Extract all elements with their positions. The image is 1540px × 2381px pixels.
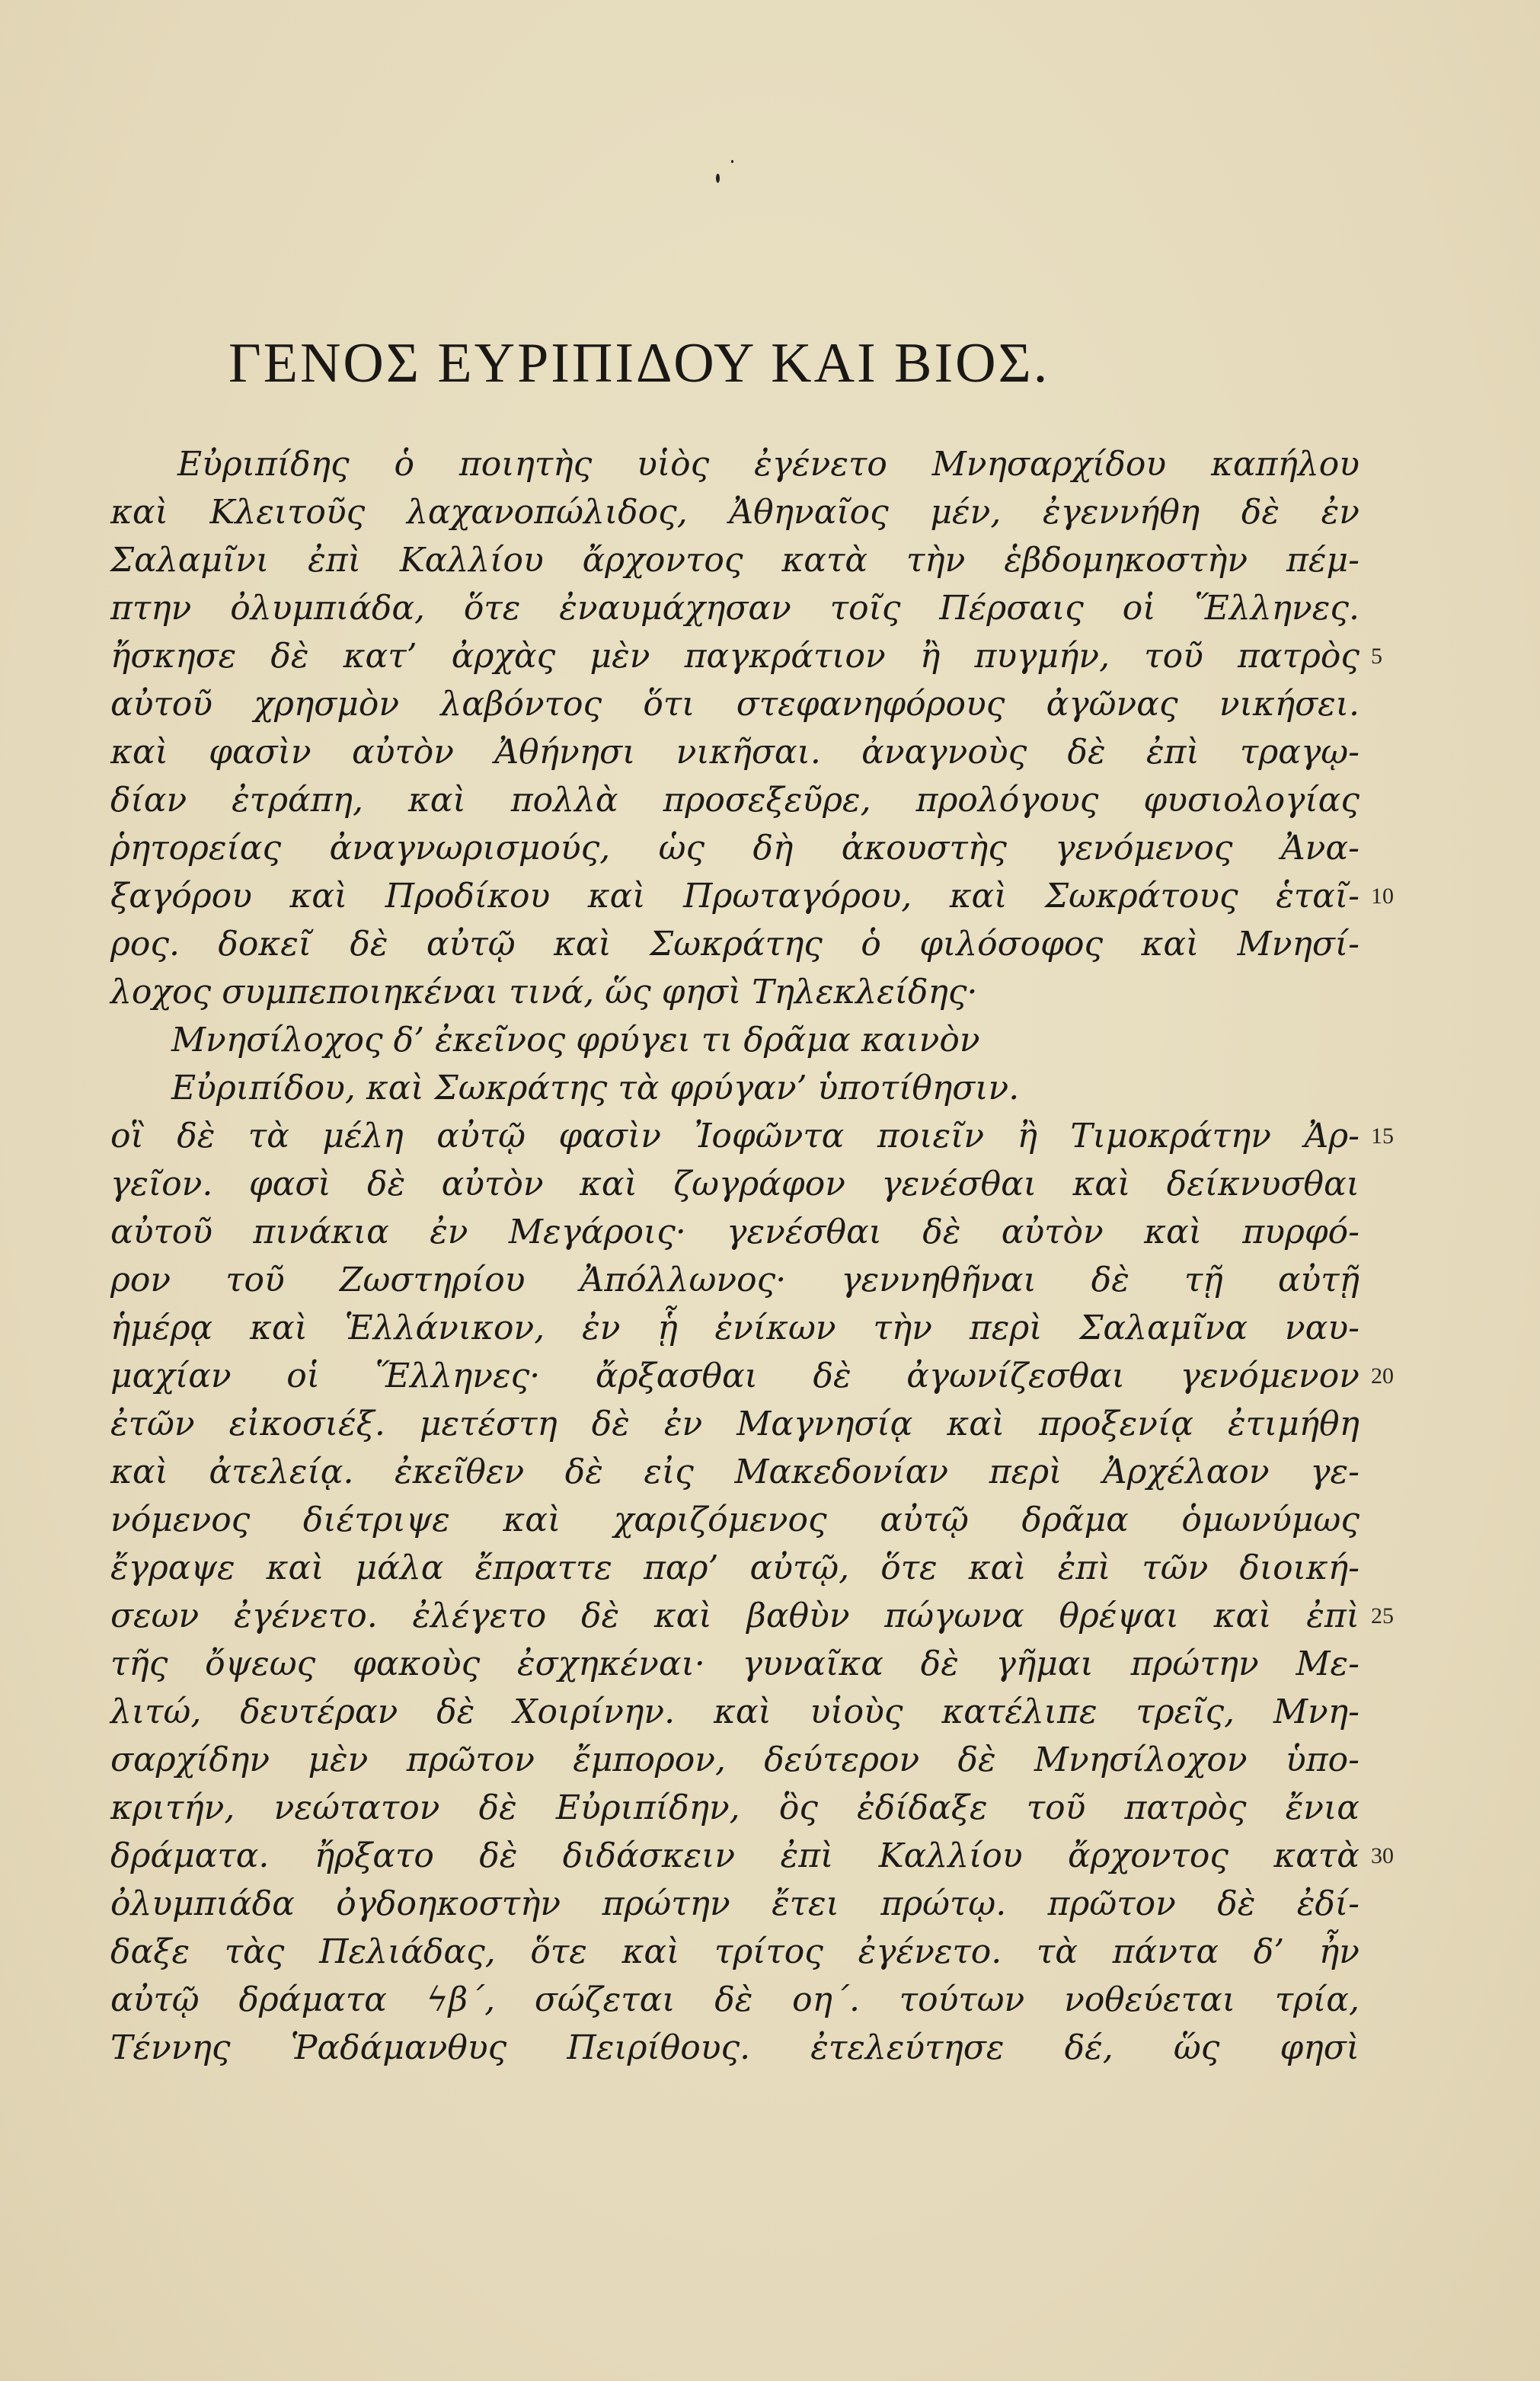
line-number: 30	[1371, 1843, 1394, 1868]
line-number: 25	[1371, 1603, 1394, 1628]
text-body	[110, 440, 1394, 2072]
line-text: ξαγόρου καὶ Προδίκου καὶ Πρωταγόρου, καὶ Σωκράτους ἑταῖ-	[110, 877, 1359, 916]
text-line	[110, 1736, 1359, 1784]
text-line	[110, 1400, 1359, 1448]
line-number: 5	[1371, 644, 1382, 669]
line-text: Μνησίλοχος δ’ ἐκεῖνος φρύγει τι δρᾶμα καινὸν	[171, 1021, 980, 1059]
line-text: ρος. δοκεῖ δὲ αὐτῷ καὶ Σωκράτης ὁ φιλόσοφος καὶ Μνησί-	[110, 925, 1359, 964]
line-text: καὶ φασὶν αὐτὸν Ἀθήνησι νικῆσαι. ἀναγνοὺς δὲ ἐπὶ τραγῳ-	[110, 733, 1359, 772]
text-line	[110, 584, 1359, 632]
line-text: αὐτοῦ πινάκια ἐν Μεγάροις· γενέσθαι δὲ αὐτὸν καὶ πυρφό-	[110, 1213, 1359, 1251]
page-title: ΓΕΝΟΣ ΕΥΡΙΠΙΔΟΥ ΚΑΙ ΒΙΟΣ.	[228, 332, 1050, 395]
line-text: πτην ὀλυμπιάδα, ὅτε ἐναυμάχησαν τοῖς Πέρσαις οἱ Ἕλληνες.	[110, 589, 1359, 628]
line-text: δίαν ἐτράπη, καὶ πολλὰ προσεξεῦρε, προλόγους φυσιολογίας	[110, 781, 1359, 820]
line-text: ἔγραψε καὶ μάλα ἔπραττε παρ’ αὐτῷ, ὅτε καὶ ἐπὶ τῶν διοική-	[110, 1548, 1359, 1587]
line-text: δαξε τὰς Πελιάδας, ὅτε καὶ τρίτος ἐγένετο. τὰ πάντα δ’ ἦν	[110, 1932, 1359, 1971]
line-text: καὶ ἀτελείᾳ. ἐκεῖθεν δὲ εἰς Μακεδονίαν περὶ Ἀρχέλαον γε-	[110, 1453, 1359, 1491]
line-text: οἳ δὲ τὰ μέλη αὐτῷ φασὶν Ἰοφῶντα ποιεῖν ἢ Τιμοκράτην Ἀρ-	[110, 1117, 1359, 1155]
line-text: Σαλαμῖνι ἐπὶ Καλλίου ἄρχοντος κατὰ τὴν ἑβδομηκοστὴν πέμ-	[110, 541, 1359, 580]
line-text: σεων ἐγένετο. ἐλέγετο δὲ καὶ βαθὺν πώγωνα θρέψαι καὶ ἐπὶ	[110, 1596, 1359, 1635]
text-line	[110, 1544, 1359, 1592]
text-line	[110, 1640, 1359, 1688]
text-line	[110, 1784, 1359, 1832]
line-text: γεῖον. φασὶ δὲ αὐτὸν καὶ ζωγράφον γενέσθαι καὶ δείκνυσθαι	[110, 1165, 1359, 1203]
line-text: Τέννης Ῥαδάμανθυς Πειρίθους. ἐτελεύτησε δέ, ὥς φησὶ	[110, 2028, 1359, 2067]
line-text: ἡμέρᾳ καὶ Ἑλλάνικον, ἐν ᾗ ἐνίκων τὴν περὶ Σαλαμῖνα ναυ-	[110, 1309, 1359, 1347]
text-line	[110, 1448, 1359, 1496]
line-text: Εὐριπίδης ὁ ποιητὴς υἱὸς ἐγένετο Μνησαρχίδου καπήλου	[177, 445, 1359, 484]
text-line	[110, 2024, 1359, 2072]
line-number: 15	[1371, 1123, 1394, 1149]
line-text: αὐτοῦ χρησμὸν λαβόντος ὅτι στεφανηφόρους ἀγῶνας νικήσει.	[110, 685, 1359, 724]
text-line	[110, 1352, 1394, 1400]
text-line	[110, 920, 1359, 968]
text-line	[110, 1208, 1359, 1256]
ink-speck	[716, 174, 720, 183]
line-text: ἤσκησε δὲ κατ’ ἀρχὰς μὲν παγκράτιον ἢ πυγμήν, τοῦ πατρὸς	[110, 637, 1359, 676]
line-text: ἐτῶν εἰκοσιέξ. μετέστη δὲ ἐν Μαγνησίᾳ καὶ προξενίᾳ ἐτιμήθη	[110, 1405, 1359, 1443]
line-text: μαχίαν οἱ Ἕλληνες· ἄρξασθαι δὲ ἀγωνίζεσθαι γενόμενον	[110, 1357, 1359, 1395]
text-line	[110, 1880, 1359, 1928]
line-text: καὶ Κλειτοῦς λαχανοπώλιδος, Ἀθηναῖος μέν, ἐγεννήθη δὲ ἐν	[110, 493, 1359, 532]
text-line	[110, 1688, 1359, 1736]
line-number: 20	[1371, 1363, 1394, 1389]
text-line	[110, 1976, 1359, 2024]
text-line	[110, 632, 1382, 680]
text-line	[110, 728, 1359, 776]
text-line	[110, 1112, 1394, 1160]
text-line	[110, 488, 1359, 536]
text-line	[110, 1064, 1359, 1112]
text-line	[110, 1304, 1359, 1352]
line-text: σαρχίδην μὲν πρῶτον ἔμπορον, δεύτερον δὲ Μνησίλοχον ὑπο-	[110, 1740, 1359, 1779]
text-line	[110, 440, 1359, 488]
text-line	[110, 1496, 1359, 1544]
ink-speck	[731, 160, 733, 163]
line-text: λιτώ, δευτέραν δὲ Χοιρίνην. καὶ υἱοὺς κατέλιπε τρεῖς, Μνη-	[110, 1692, 1359, 1731]
line-text: λοχος συμπεποιηκέναι τινά, ὥς φησὶ Τηλεκλείδης·	[110, 973, 978, 1012]
line-text: ὀλυμπιάδα ὀγδοηκοστὴν πρώτην ἔτει πρώτῳ. πρῶτον δὲ ἐδί-	[110, 1884, 1359, 1923]
line-text: ρον τοῦ Ζωστηρίου Ἀπόλλωνος· γεννηθῆναι δὲ τῇ αὐτῇ	[110, 1261, 1359, 1299]
line-text: αὐτῷ δράματα ϟβ΄, σώζεται δὲ οη΄. τούτων νοθεύεται τρία,	[110, 1980, 1359, 2019]
text-line	[110, 1592, 1394, 1640]
line-text: κριτήν, νεώτατον δὲ Εὐριπίδην, ὃς ἐδίδαξε τοῦ πατρὸς ἔνια	[110, 1788, 1359, 1827]
line-text: δράματα. ἤρξατο δὲ διδάσκειν ἐπὶ Καλλίου ἄρχοντος κατὰ	[110, 1836, 1359, 1875]
text-line	[110, 824, 1359, 872]
text-line	[110, 1832, 1394, 1880]
text-line	[110, 1160, 1359, 1208]
text-line	[110, 776, 1359, 824]
line-text: ῥητορείας ἀναγνωρισμούς, ὡς δὴ ἀκουστὴς γενόμενος Ἀνα-	[110, 829, 1359, 868]
text-line	[110, 536, 1359, 584]
text-line	[110, 1016, 1359, 1064]
line-number: 10	[1371, 884, 1394, 909]
text-line	[110, 1256, 1359, 1304]
text-line	[110, 1928, 1359, 1976]
text-line	[110, 968, 1359, 1016]
line-text: νόμενος διέτριψε καὶ χαριζόμενος αὐτῷ δρᾶμα ὁμωνύμως	[110, 1501, 1359, 1539]
line-text: τῆς ὄψεως φακοὺς ἐσχηκέναι· γυναῖκα δὲ γῆμαι πρώτην Με-	[110, 1644, 1359, 1683]
text-line	[110, 680, 1359, 728]
text-line	[110, 872, 1394, 920]
line-text: Εὐριπίδου, καὶ Σωκράτης τὰ φρύγαν’ ὑποτίθησιν.	[171, 1069, 1020, 1107]
